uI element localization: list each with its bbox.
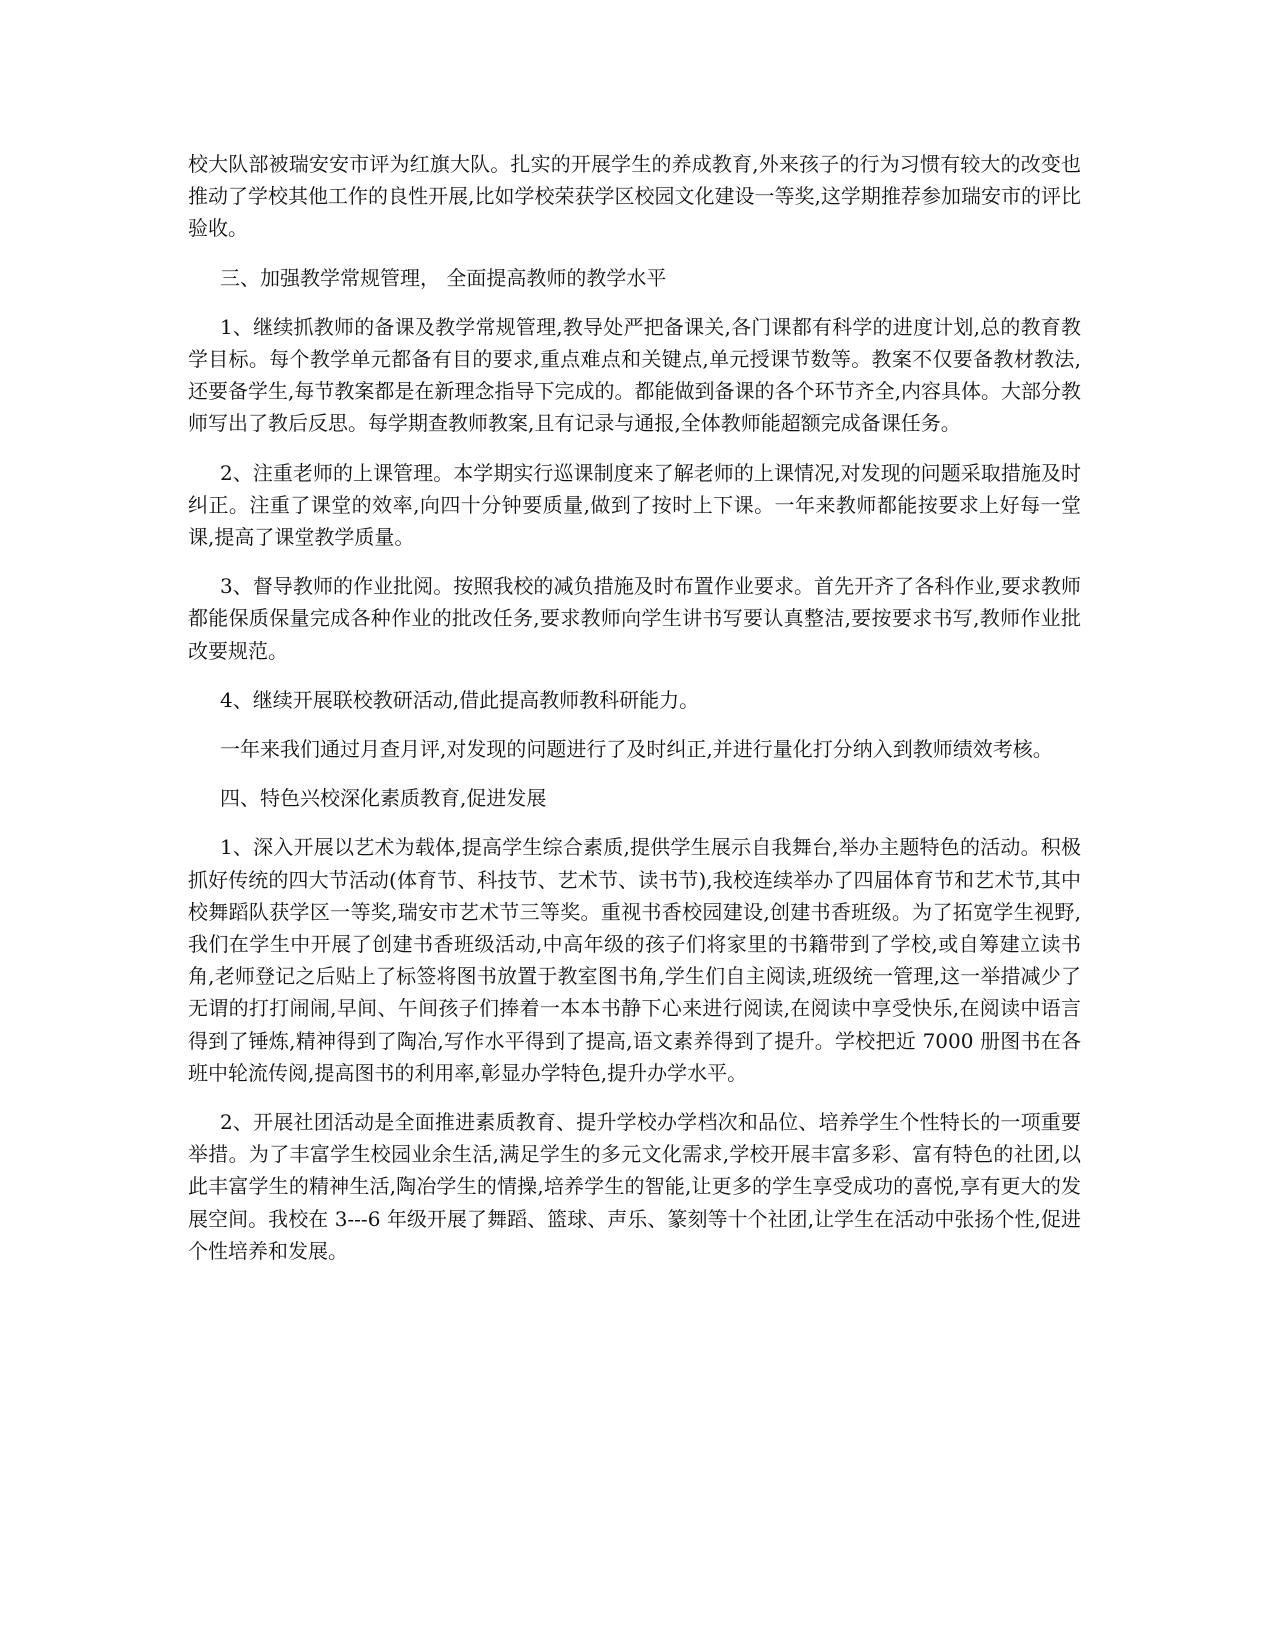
section-heading-4: 四、特色兴校深化素质教育,促进发展 [220, 786, 547, 811]
document-page [188, 148, 1081, 1284]
paragraph-intro: 校大队部被瑞安安市评为红旗大队。扎实的开展学生的养成教育,外来孩子的行为习惯有较大的改变也推动了学校其他工作的良性开展,比如学校荣获学区校园文化建设一等奖,这学期推荐参加瑞安市的评比验收。 [188, 152, 1081, 241]
section-heading-3: 三、加强教学常规管理， 全面提高教师的教学水平 [220, 265, 667, 290]
paragraph-homework: 3、督导教师的作业批阅。按照我校的减负措施及时布置作业要求。首先开齐了各科作业,要求教师都能保质保量完成各种作业的批改任务,要求教师向学生讲书写要认真整洁,要按要求书写,教师作业批改要规范。 [188, 574, 1081, 663]
paragraph-class-management: 2、注重老师的上课管理。本学期实行巡课制度来了解老师的上课情况,对发现的问题采取措施及时纠正。注重了课堂的效率,向四十分钟要质量,做到了按时上下课。一年来教师都能按要求上好每一堂课,提高了课堂教学质量。 [188, 460, 1081, 550]
paragraph-clubs: 2、开展社团活动是全面推进素质教育、提升学校办学档次和品位、培养学生个性特长的一项重要举措。为了丰富学生校园业余生活,满足学生的多元文化需求,学校开展丰富多彩、富有特色的社团,以此丰富学生的精神生活,陶冶学生的情操,培养学生的智能,让更多的学生享受成功的喜悦,享有更大的发展空间。我校在 3---6 年级开展了舞蹈、篮球、声乐、篆刻等十个社团,让学生在活动中张扬个性,促进个性培养和发展。 [188, 1110, 1081, 1263]
paragraph-lesson-prep: 1、继续抓教师的备课及教学常规管理,教导处严把备课关,各门课都有科学的进度计划,总的教育教学目标。每个教学单元都备有目的要求,重点难点和关键点,单元授课节数等。教案不仅要备教材教法,还要备学生,每节教案都是在新理念指导下完成的。都能做到备课的各个环节齐全,内容具体。大部分教师写出了教后反思。每学期查教师教案,且有记录与通报,全体教师能超额完成备课任务。 [188, 314, 1081, 436]
paragraph-arts: 1、深入开展以艺术为载体,提高学生综合素质,提供学生展示自我舞台,举办主题特色的活动。积极抓好传统的四大节活动(体育节、科技节、艺术节、读书节),我校连续举办了四届体育节和艺术节,其中校舞蹈队获学区一等奖,瑞安市艺术节三等奖。重视书香校园建设,创建书香班级。为了拓宽学生视野,我们在学生中开展了创建书香班级活动,中高年级的孩子们将家里的书籍带到了学校,或自筹建立读书角,老师登记之后贴上了标签将图书放置于教室图书角,学生们自主阅读,班级统一管理,这一举措减少了无谓的打打闹闹,早间、午间孩子们捧着一本本书静下心来进行阅读,在阅读中享受快乐,在阅读中语言得到了锤炼,精神得到了陶冶,写作水平得到了提高,语文素养得到了提升。学校把近 7000 册图书在各班中轮流传阅,提高图书的利用率,彰显办学特色,提升办学水平。 [188, 835, 1081, 1085]
paragraph-research: 4、继续开展联校教研活动,借此提高教师教科研能力。 [220, 687, 700, 712]
paragraph-evaluation: 一年来我们通过月查月评,对发现的问题进行了及时纠正,并进行量化打分纳入到教师绩效考核。 [220, 737, 1053, 762]
